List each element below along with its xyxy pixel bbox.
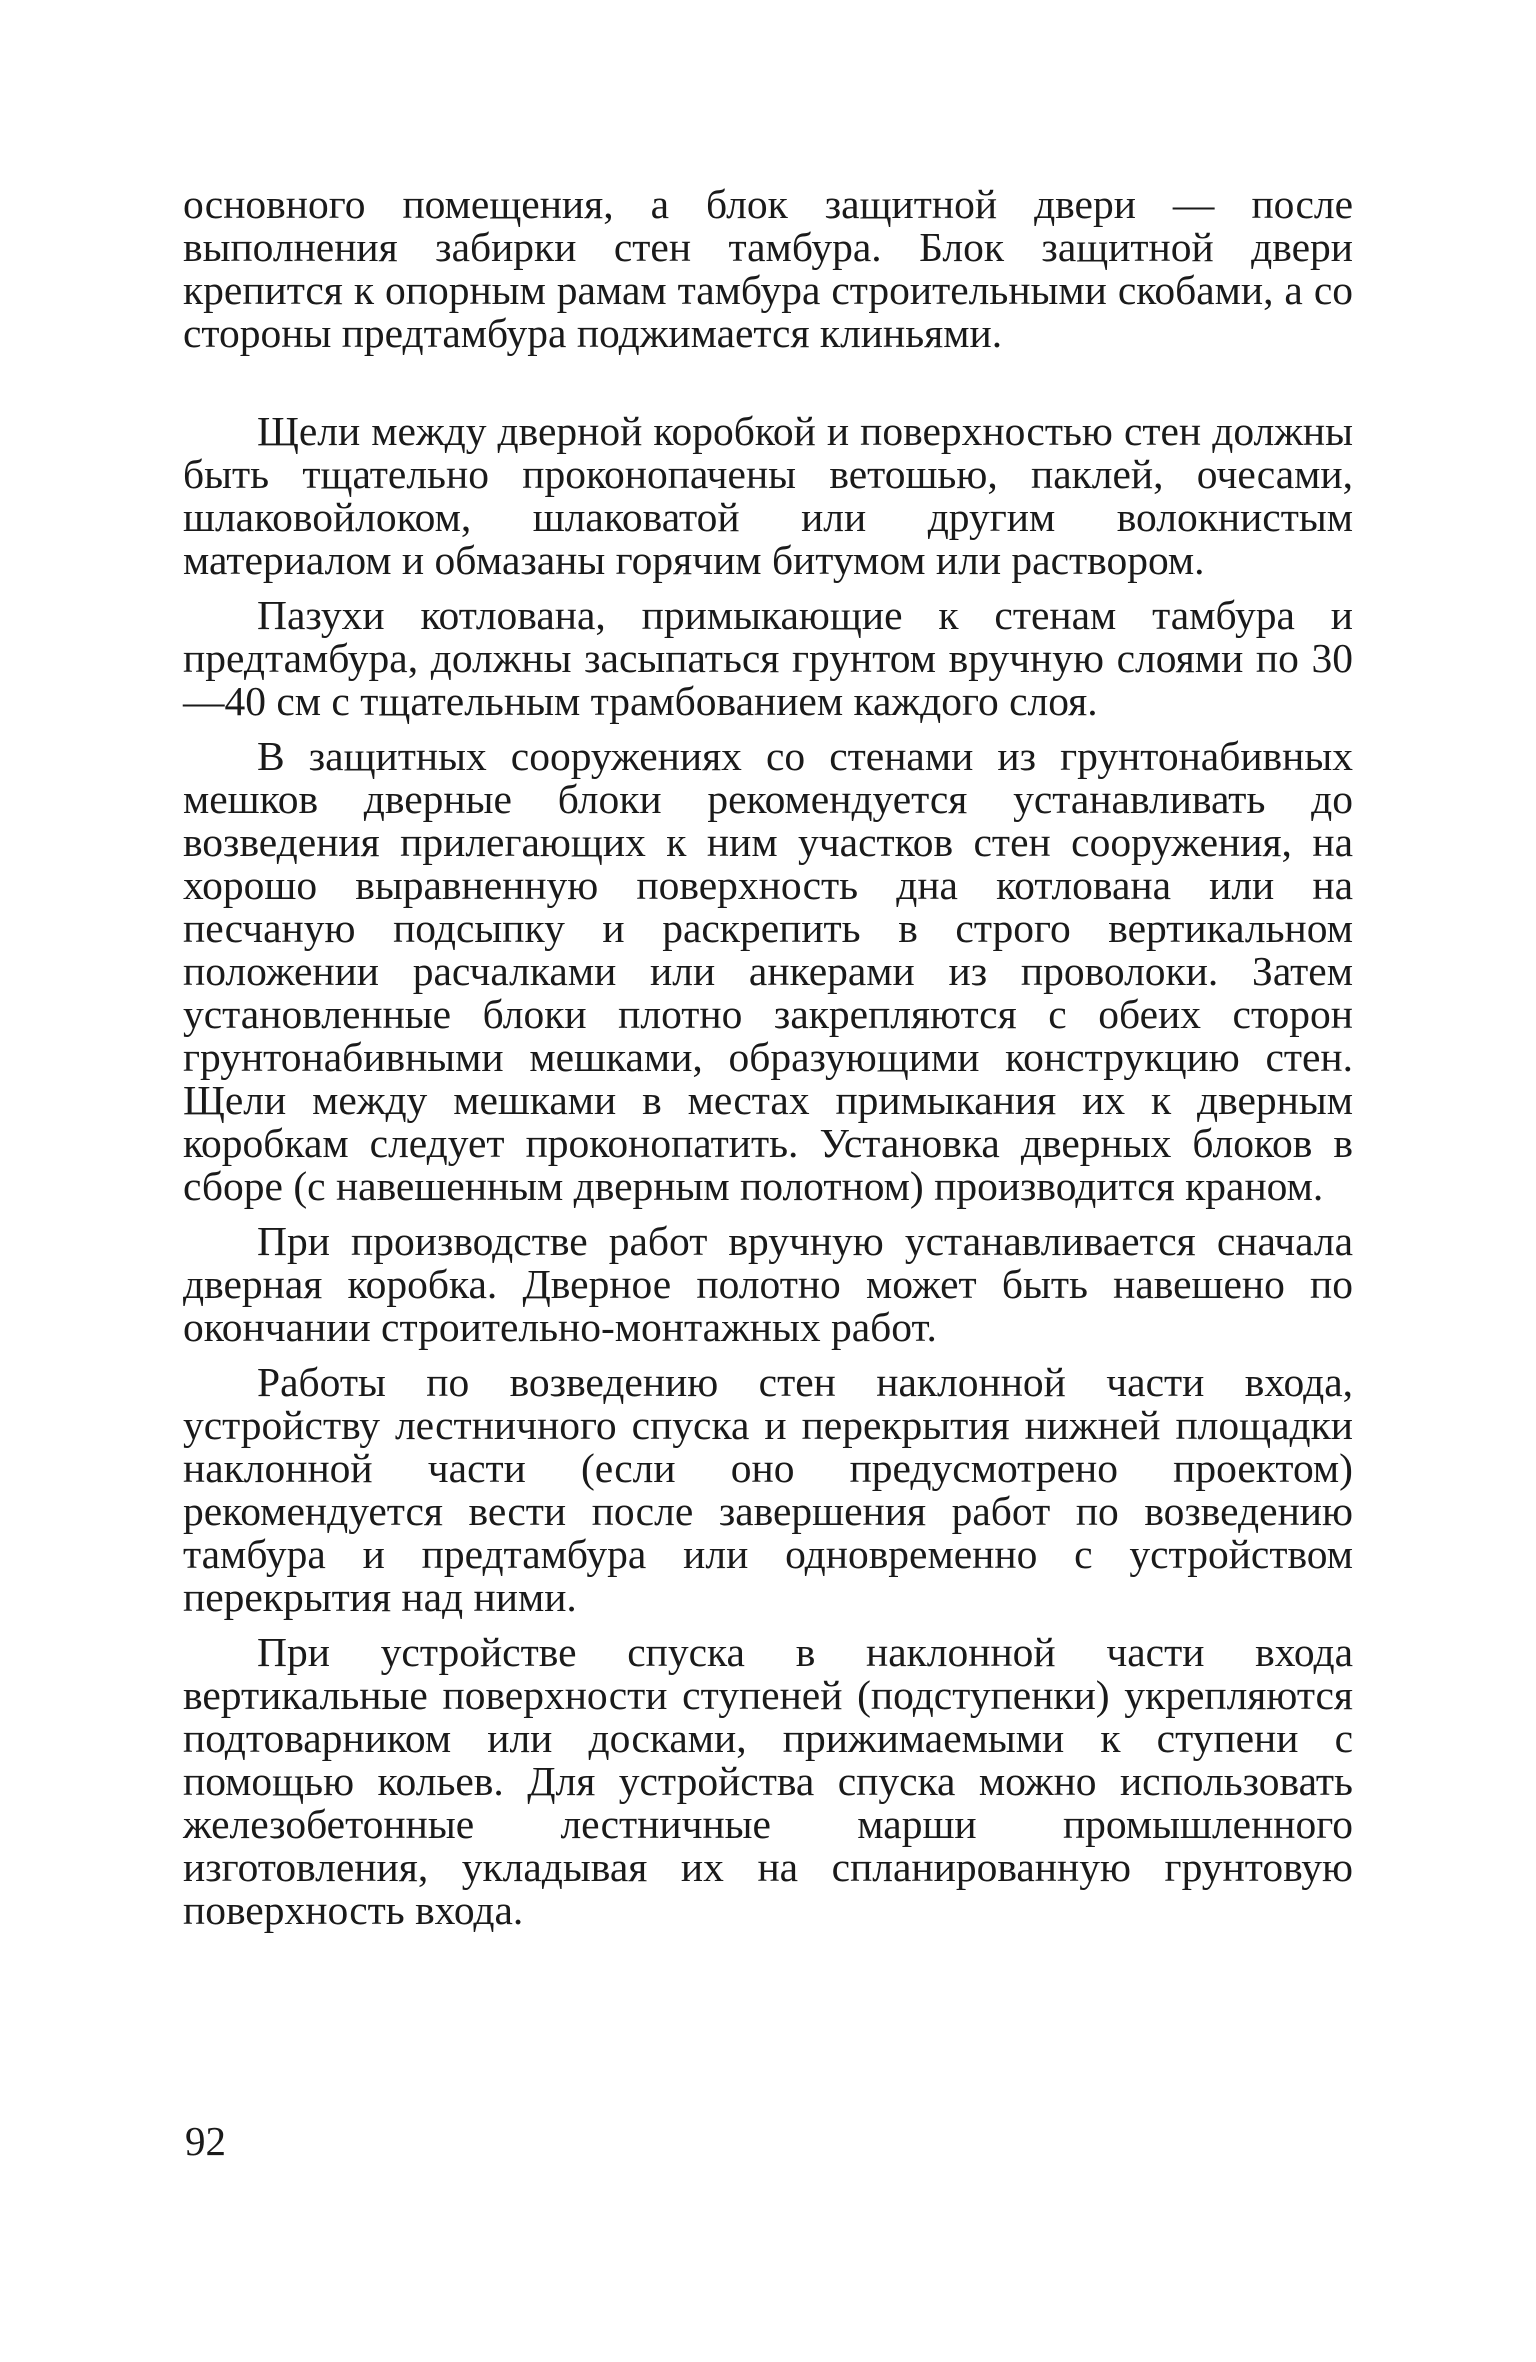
paragraph-inclined-entrance: Работы по возведению стен наклонной части входа, устройству лестничного спуска и перекрытия нижней площадки наклонной части (если оно предусмотрено проектом) рекомендуется вести после завершения работ по возведению тамбура и предтамбура или одновременно с устройством перекрытия над ними. [183,1359,1353,1620]
paragraph-soil-bag-walls: В защитных сооружениях со стенами из грунтонабивных мешков дверные блоки рекомендуется устанавливать до возведения прилегающих к ним участков стен сооружения, на хорошо выравненную поверхность дна котлована или на песчаную подсыпку и раскрепить в строго вертикальном положении расчалками или анкерами из проволоки. Затем установленные блоки плотно закрепляются с обеих сторон грунтонабивными мешками, образующими конструкцию стен. Щели между мешками в местах примыкания их к дверным коробкам следует проконопатить. Установка дверных блоков в сборе (с навешенным дверным полотном) производится краном. [183,733,1353,1209]
paragraph-pit-backfill: Пазухи котлована, примыкающие к стенам тамбура и предтамбура, должны засыпаться грунтом вручную слоями по 30—40 см с тщательным трамбованием каждого слоя. [183,592,1353,724]
page-number: 92 [185,2118,226,2164]
paragraph-manual-installation: При производстве работ вручную устанавливается сначала дверная коробка. Дверное полотно может быть навешено по окончании строительно-монтажных работ. [183,1218,1353,1350]
page-body [183,183,1353,1932]
paragraph-stair-descent: При устройстве спуска в наклонной части входа вертикальные поверхности ступеней (подступенки) укрепляются подтоварником или досками, прижимаемыми к ступени с помощью кольев. Для устройства спуска можно использовать железобетонные лестничные марши промышленного изготовления, укладывая их на спланированную грунтовую поверхность входа. [183,1629,1353,1933]
paragraph-door-gaps: Щели между дверной коробкой и поверхностью стен должны быть тщательно проконопачены ветошью, паклей, очесами, шлаковойлоком, шлаковатой или другим волокнистым материалом и обмазаны горячим битумом или раствором. [183,408,1353,583]
paragraph-continuation: основного помещения, а блок защитной двери — после выполнения забирки стен тамбура. Блок защитной двери крепится к опорным рамам тамбура строительными скобами, а со стороны предтамбура поджимается клиньями. [183,181,1353,356]
